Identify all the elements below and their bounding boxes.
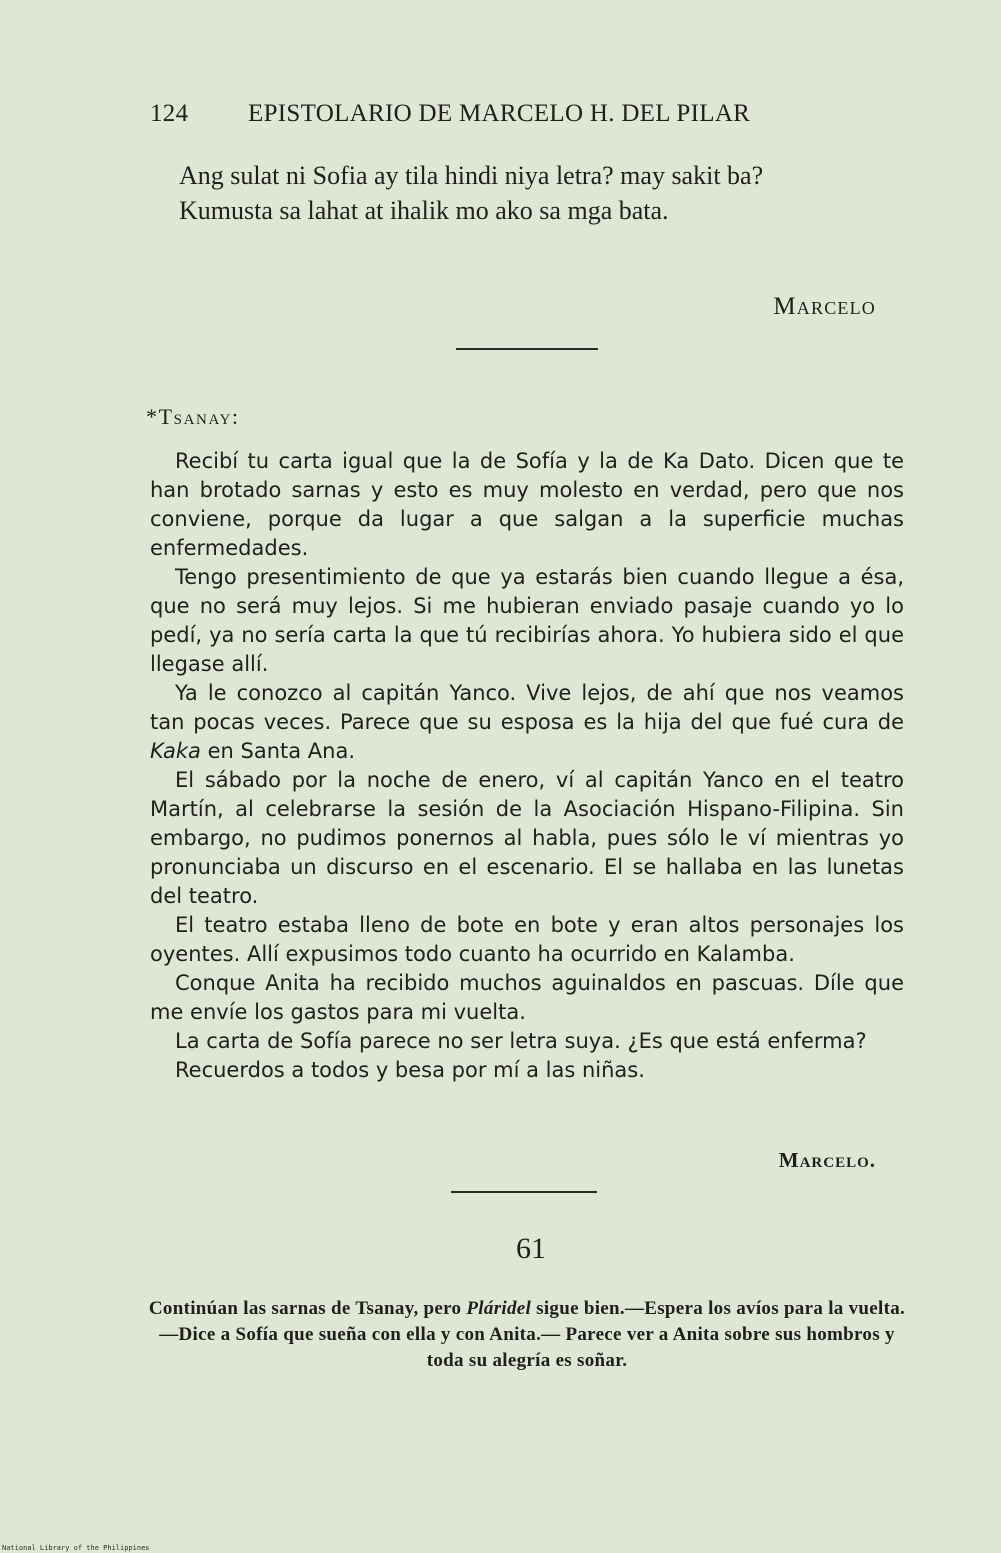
tagalog-paragraph: Kumusta sa lahat at ihalik mo ako sa mga bata. bbox=[179, 196, 669, 225]
spanish-paragraph: Tengo presentimiento de que ya estarás bien cuando llegue a ésa, que no será muy lejos. Si me hubieran enviado pasaje cuando yo lo pedí, ya no sería carta la que tú recibirías ahora. Yo hubiera sido el que llegase allí. bbox=[150, 565, 904, 676]
spanish-signature: Marcelo. bbox=[778, 1148, 876, 1172]
spanish-paragraph: La carta de Sofía parece no ser letra suya. ¿Es que está enferma? bbox=[175, 1029, 867, 1053]
spanish-letter bbox=[150, 447, 904, 1085]
salutation: *Tsanay: bbox=[146, 404, 240, 429]
summary-text: sigue bien.—Espera los avíos para la vuelta.—Dice a Sofía que sueña con ella y con Anita.— Parece ver a Anita sobre sus hombros y toda su alegría es soñar. bbox=[159, 1298, 906, 1371]
italic-place-name: Kaka bbox=[150, 739, 201, 763]
spanish-paragraph: El sábado por la noche de enero, ví al capitán Yanco en el teatro Martín, al celebrarse la sesión de la Asociación Hispano-Filipina. Sin embargo, no pudimos ponernos al habla, pues sólo le ví mientras yo pronunciaba un discurso en el escenario. El se hallaba en las lunetas del teatro. bbox=[150, 768, 904, 908]
spanish-paragraph bbox=[150, 679, 904, 766]
letter-summary bbox=[146, 1296, 908, 1374]
spanish-paragraph: Conque Anita ha recibido muchos aguinaldos en pascuas. Díle que me envíe los gastos para mi vuelta. bbox=[150, 971, 904, 1024]
tagalog-signature: Marcelo bbox=[773, 293, 876, 320]
page-number: 124 bbox=[150, 100, 189, 127]
summary-italic-name: Pláridel bbox=[466, 1298, 532, 1319]
tagalog-paragraph: Ang sulat ni Sofia ay tila hindi niya letra? may sakit ba? bbox=[179, 161, 764, 190]
paragraph-text: en Santa Ana. bbox=[200, 739, 356, 763]
section-divider bbox=[456, 348, 598, 350]
section-divider bbox=[451, 1191, 597, 1193]
letter-number: 61 bbox=[516, 1232, 546, 1265]
paragraph-text: Ya le conozco al capitán Yanco. Vive lejos, de ahí que nos veamos tan pocas veces. Parece que su esposa es la hija del que fué cura de bbox=[150, 681, 904, 734]
running-title: EPISTOLARIO DE MARCELO H. DEL PILAR bbox=[248, 100, 751, 127]
library-watermark: National Library of the Philippines bbox=[2, 1544, 150, 1552]
spanish-paragraph: Recibí tu carta igual que la de Sofía y la de Ka Dato. Dicen que te han brotado sarnas y esto es muy molesto en verdad, pero que nos conviene, porque da lugar a que salgan a la superficie muchas enfermedades. bbox=[150, 449, 904, 560]
spanish-paragraph: El teatro estaba lleno de bote en bote y eran altos personajes los oyentes. Allí expusimos todo cuanto ha ocurrido en Kalamba. bbox=[150, 913, 904, 966]
running-header bbox=[150, 100, 830, 128]
summary-text: Continúan las sarnas de Tsanay, pero bbox=[148, 1298, 467, 1319]
spanish-paragraph: Recuerdos a todos y besa por mí a las niñas. bbox=[175, 1058, 645, 1082]
tagalog-letter bbox=[148, 158, 905, 228]
